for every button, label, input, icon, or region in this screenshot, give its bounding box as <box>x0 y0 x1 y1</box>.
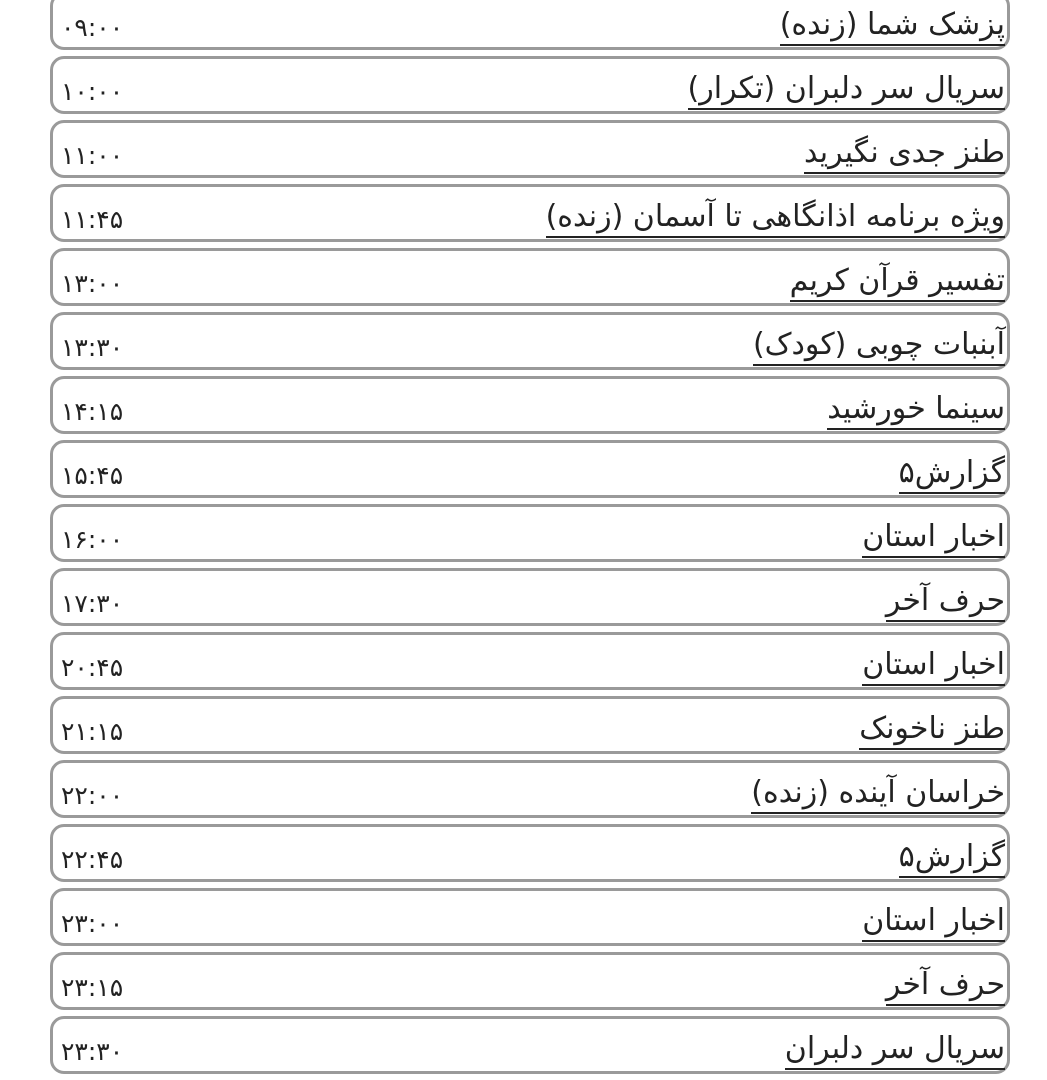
program-time: ۱۵:۴۵ <box>61 461 124 490</box>
program-time: ۱۷:۳۰ <box>61 589 124 618</box>
program-title: خراسان آینده (زنده) <box>751 774 1005 814</box>
list-item[interactable] <box>50 248 1010 306</box>
program-title: اخبار استان <box>862 518 1005 558</box>
program-title: اخبار استان <box>862 646 1005 686</box>
program-time: ۱۱:۴۵ <box>61 205 124 234</box>
list-item[interactable] <box>50 760 1010 818</box>
program-time: ۲۰:۴۵ <box>61 653 124 682</box>
list-item[interactable] <box>50 56 1010 114</box>
list-item[interactable] <box>50 952 1010 1010</box>
list-item[interactable] <box>50 824 1010 882</box>
list-item[interactable] <box>50 376 1010 434</box>
program-title: حرف آخر <box>886 966 1005 1006</box>
program-time: ۰۹:۰۰ <box>61 13 124 42</box>
list-item[interactable] <box>50 888 1010 946</box>
program-title: سریال سر دلبران <box>785 1030 1005 1070</box>
program-time: ۱۱:۰۰ <box>61 141 124 170</box>
list-item[interactable] <box>50 632 1010 690</box>
program-time: ۱۶:۰۰ <box>61 525 124 554</box>
program-time: ۲۲:۰۰ <box>61 781 124 810</box>
program-title: طنز جدی نگیرید <box>804 134 1005 174</box>
program-time: ۲۲:۴۵ <box>61 845 124 874</box>
program-title: گزارش۵ <box>899 454 1005 494</box>
list-item[interactable] <box>50 0 1010 50</box>
program-time: ۲۳:۱۵ <box>61 973 124 1002</box>
program-time: ۱۳:۳۰ <box>61 333 124 362</box>
list-item[interactable] <box>50 504 1010 562</box>
program-time: ۱۰:۰۰ <box>61 77 124 106</box>
list-item[interactable] <box>50 312 1010 370</box>
program-title: سینما خورشید <box>827 390 1005 430</box>
program-title: گزارش۵ <box>899 838 1005 878</box>
program-title: پزشک شما (زنده) <box>780 6 1005 46</box>
program-time: ۲۳:۳۰ <box>61 1037 124 1066</box>
list-item[interactable] <box>50 440 1010 498</box>
program-title: تفسیر قرآن کریم <box>790 262 1005 302</box>
schedule-list <box>50 0 1010 1080</box>
list-item[interactable] <box>50 120 1010 178</box>
list-item[interactable] <box>50 1016 1010 1074</box>
program-title: طنز ناخونک <box>859 710 1005 750</box>
program-title: آبنبات چوبی (کودک) <box>753 326 1005 366</box>
program-title: سریال سر دلبران (تکرار) <box>688 70 1005 110</box>
program-title: اخبار استان <box>862 902 1005 942</box>
program-title: ویژه برنامه اذانگاهی تا آسمان (زنده) <box>546 198 1005 238</box>
program-title: حرف آخر <box>886 582 1005 622</box>
list-item[interactable] <box>50 696 1010 754</box>
program-time: ۱۳:۰۰ <box>61 269 124 298</box>
program-time: ۲۱:۱۵ <box>61 717 124 746</box>
program-time: ۲۳:۰۰ <box>61 909 124 938</box>
list-item[interactable] <box>50 184 1010 242</box>
program-time: ۱۴:۱۵ <box>61 397 124 426</box>
list-item[interactable] <box>50 568 1010 626</box>
